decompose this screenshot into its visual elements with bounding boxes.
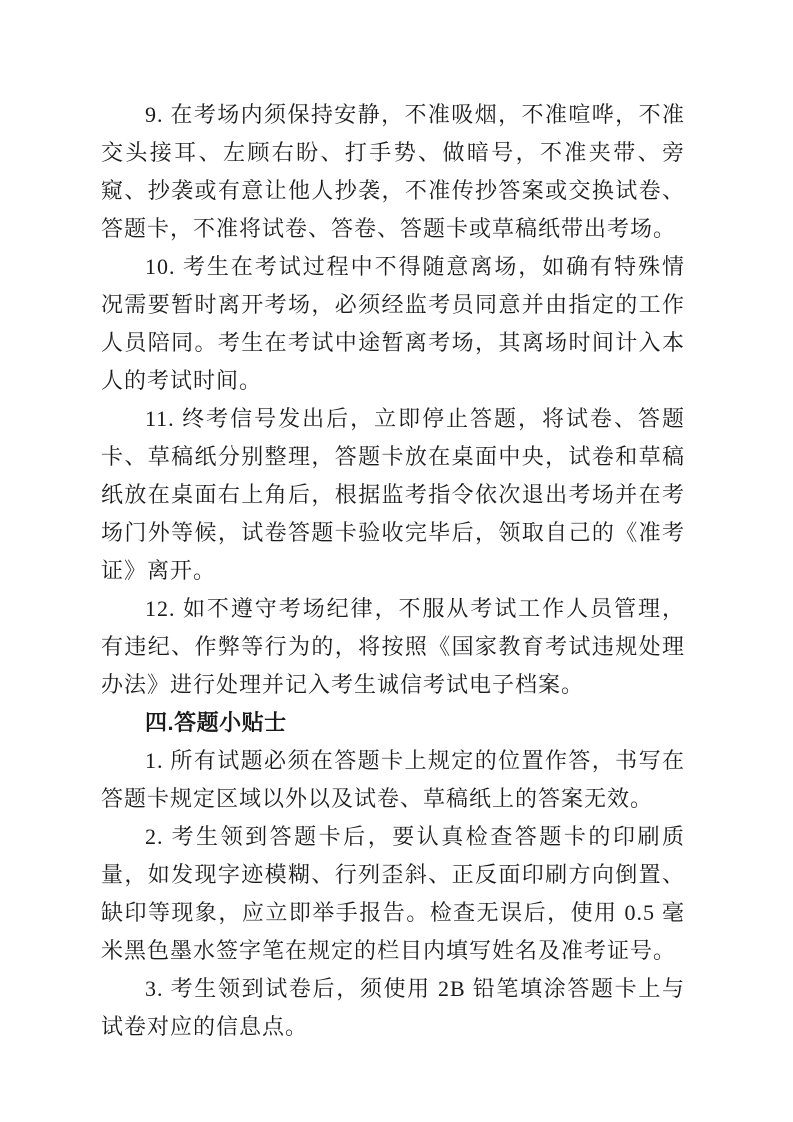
rule-9: 9. 在考场内须保持安静，不准吸烟，不准喧哗，不准交头接耳、左顾右盼、打手势、做暗号，不准夹带、旁窥、抄袭或有意让他人抄袭，不准传抄答案或交换试卷、答题卡，不准将试卷、答卷、答题卡或草稿纸带出考场。 xyxy=(101,102,685,241)
rule-12: 12. 如不遵守考场纪律，不服从考试工作人员管理，有违纪、作弊等行为的，将按照《国家教育考试违规处理办法》进行处理并记入考生诚信考试电子档案。 xyxy=(101,596,685,697)
rule-10: 10. 考生在考试过程中不得随意离场，如确有特殊情况需要暂时离开考场，必须经监考员同意并由指定的工作人员陪同。考生在考试中途暂离考场，其离场时间计入本人的考试时间。 xyxy=(101,254,685,393)
section-heading-4: 四.答题小贴士 xyxy=(145,710,287,735)
tip-3: 3. 考生领到试卷后，须使用 2B 铅笔填涂答题卡上与试卷对应的信息点。 xyxy=(101,976,685,1039)
rule-11: 11. 终考信号发出后，立即停止答题，将试卷、答题卡、草稿纸分别整理，答题卡放在桌面中央，试卷和草稿纸放在桌面右上角后，根据监考指令依次退出考场并在考场门外等候，试卷答题卡验收完毕后，领取自己的《准考证》离开。 xyxy=(101,406,685,583)
document-body xyxy=(101,96,685,1046)
tip-1: 1. 所有试题必须在答题卡上规定的位置作答，书写在答题卡规定区域以外以及试卷、草稿纸上的答案无效。 xyxy=(101,748,685,811)
tip-2: 2. 考生领到答题卡后，要认真检查答题卡的印刷质量，如发现字迹模糊、行列歪斜、正反面印刷方向倒置、缺印等现象，应立即举手报告。检查无误后，使用 0.5 毫米黑色墨水签字笔在规定的栏目内填写姓名及准考证号。 xyxy=(101,824,685,963)
